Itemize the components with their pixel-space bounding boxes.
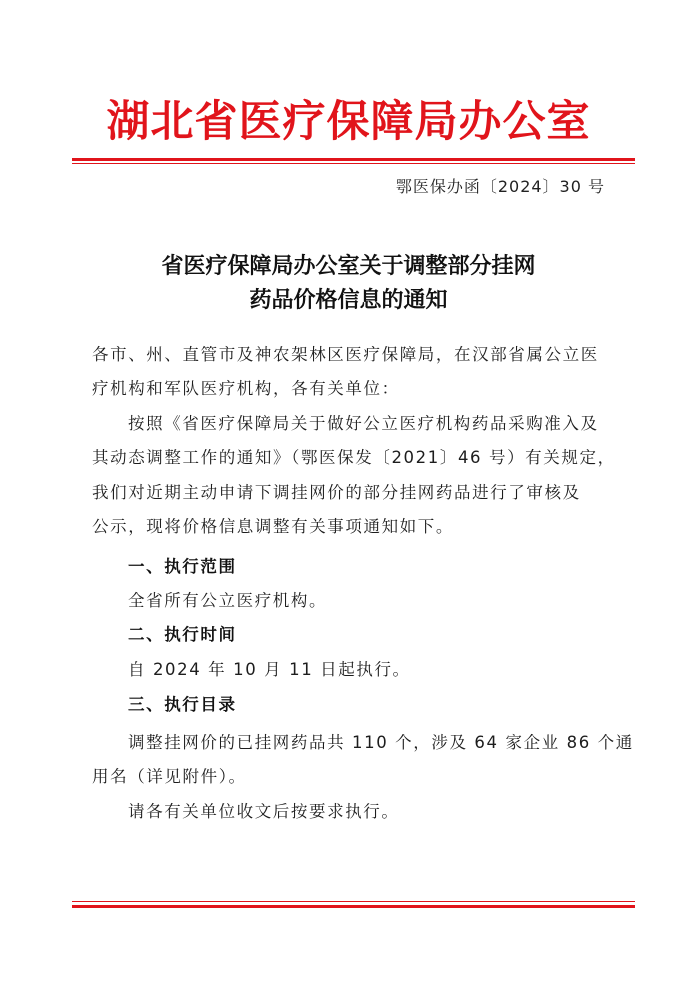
intro-line: 其动态调整工作的通知》（鄂医保发〔2021〕46 号）有关规定， <box>92 448 616 467</box>
closing-line: 请各有关单位收文后按要求执行。 <box>128 802 400 821</box>
document-title-line2: 药品价格信息的通知 <box>249 287 448 313</box>
header-rule-thick <box>72 158 635 161</box>
section-heading-time: 二、执行时间 <box>128 625 237 644</box>
footer-rule-thin <box>72 901 635 902</box>
section-text-time: 自 2024 年 10 月 11 日起执行。 <box>128 660 411 679</box>
section-text-scope: 全省所有公立医疗机构。 <box>128 591 328 610</box>
section-heading-catalog: 三、执行目录 <box>128 695 237 714</box>
document-title-line1: 省医疗保障局办公室关于调整部分挂网 <box>161 253 536 279</box>
section-text-catalog: 调整挂网价的已挂网药品共 110 个，涉及 64 家企业 86 个通 <box>128 733 634 752</box>
document-number: 鄂医保办函〔2024〕30 号 <box>395 177 605 196</box>
intro-line: 公示，现将价格信息调整有关事项通知如下。 <box>92 517 454 536</box>
section-heading-scope: 一、执行范围 <box>128 557 237 576</box>
salutation-line: 疗机构和军队医疗机构，各有关单位： <box>92 379 400 398</box>
intro-line: 按照《省医疗保障局关于做好公立医疗机构药品采购准入及 <box>128 414 599 433</box>
section-text-catalog: 用名（详见附件）。 <box>92 767 247 786</box>
footer-rule-thick <box>72 905 635 908</box>
salutation-line: 各市、州、直管市及神农架林区医疗保障局，在汉部省属公立医 <box>92 345 599 364</box>
header-rule-thin <box>72 163 635 164</box>
intro-line: 我们对近期主动申请下调挂网价的部分挂网药品进行了审核及 <box>92 483 581 502</box>
org-header-title: 湖北省医疗保障局办公室 <box>106 97 591 147</box>
